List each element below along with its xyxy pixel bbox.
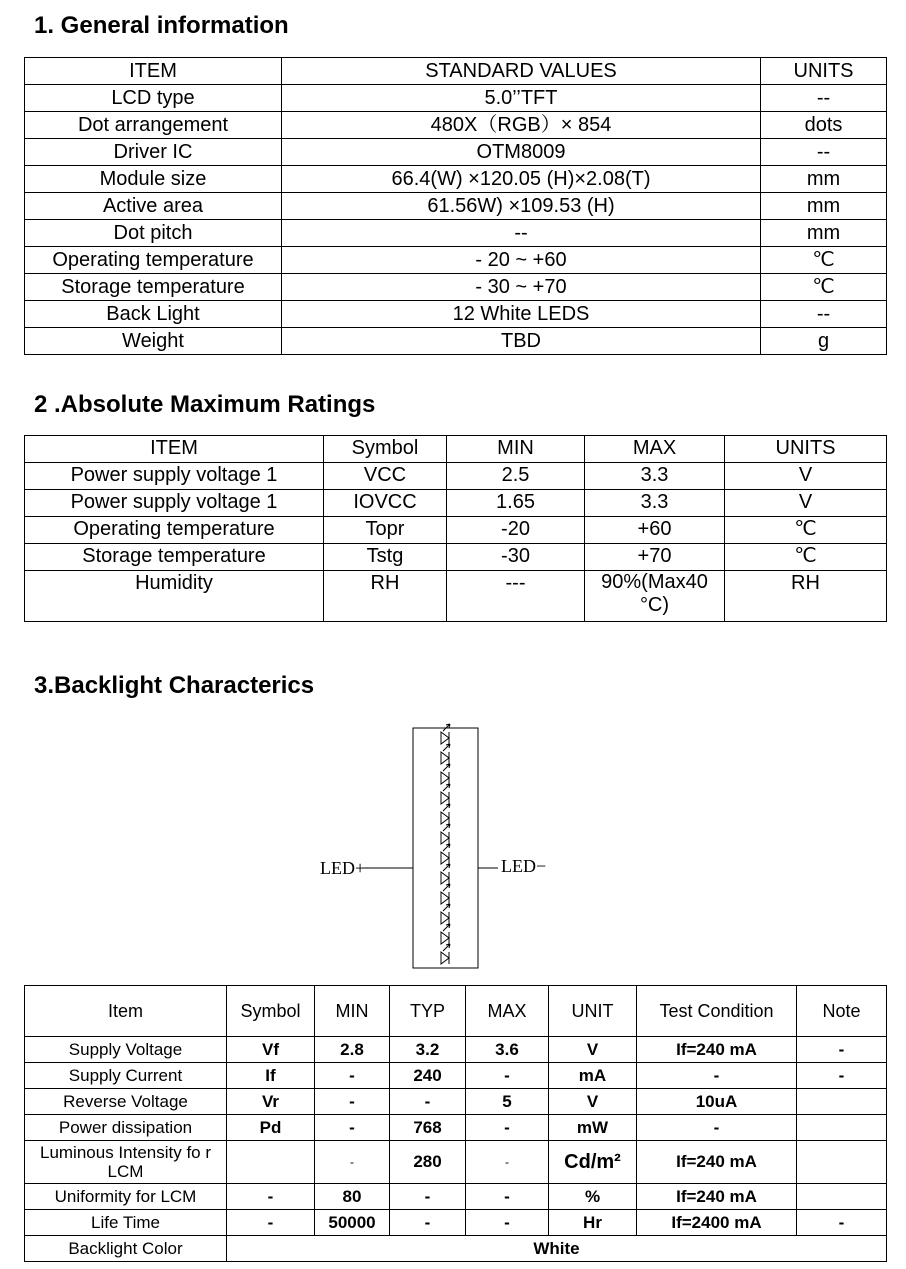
table-cell: RH [324,571,447,622]
table-cell: Operating temperature [25,247,282,274]
table-cell: - [637,1115,797,1141]
table-cell: If=240 mA [637,1184,797,1210]
table-cell: mm [761,220,887,247]
table-cell: Tstg [324,544,447,571]
table-cell: If=240 mA [637,1141,797,1184]
section-3-heading: 3.Backlight Characterics [34,672,315,699]
table-cell: % [549,1184,637,1210]
table-cell: Dot pitch [25,220,282,247]
table-cell: Power dissipation [25,1115,227,1141]
table-cell: 3.6 [466,1037,549,1063]
led-minus-label: LED− [501,856,547,876]
table-cell: 1.65 [447,490,585,517]
table-cell [797,1089,887,1115]
table-cell: TBD [282,328,761,355]
led-symbol [441,764,450,784]
led-symbol [441,884,450,904]
table-cell: -- [761,301,887,328]
table-row [25,85,887,112]
table-cell: VCC [324,463,447,490]
table-cell: Backlight Color [25,1236,227,1262]
table-row [25,301,887,328]
table-cell: 3.3 [585,490,725,517]
led-symbol [441,904,450,924]
table-cell: - [390,1089,466,1115]
table-cell: +60 [585,517,725,544]
table-cell: -30 [447,544,585,571]
table-cell: 61.56W) ×109.53 (H) [282,193,761,220]
table-cell: - [315,1089,390,1115]
table-cell: 2.8 [315,1037,390,1063]
table-header-row [25,986,887,1037]
table-row [25,1141,887,1184]
led-symbol [441,844,450,864]
table-cell: OTM8009 [282,139,761,166]
table-row [25,1037,887,1063]
table-cell: g [761,328,887,355]
column-header: Symbol [227,986,315,1037]
led-symbol [441,864,450,884]
table-cell: 480X（RGB）× 854 [282,112,761,139]
table-cell: mm [761,166,887,193]
table-row [25,1089,887,1115]
table-cell: If=240 mA [637,1037,797,1063]
table-cell: If=2400 mA [637,1210,797,1236]
table-cell: -- [282,220,761,247]
table-row [25,1063,887,1089]
led-symbol [441,724,450,744]
column-header: Test Condition [637,986,797,1037]
led-circuit-diagram [300,712,570,974]
table-cell: - [390,1210,466,1236]
led-symbol [441,824,450,844]
table-cell: - [315,1141,390,1184]
table-cell: If [227,1063,315,1089]
table-cell: - [466,1210,549,1236]
general-information-table [24,57,887,355]
column-header: ITEM [25,58,282,85]
column-header: UNITS [725,436,887,463]
table-cell: Life Time [25,1210,227,1236]
table-row [25,544,887,571]
table-cell: - [797,1037,887,1063]
table-cell: - [466,1141,549,1184]
table-cell: 768 [390,1115,466,1141]
column-header: Note [797,986,887,1037]
table-cell: ℃ [725,544,887,571]
table-cell: ℃ [761,274,887,301]
table-cell: 3.3 [585,463,725,490]
column-header: Symbol [324,436,447,463]
table-cell: - [637,1063,797,1089]
led-symbol [441,804,450,824]
table-row [25,274,887,301]
table-cell: - [466,1063,549,1089]
table-cell: Driver IC [25,139,282,166]
table-cell: Topr [324,517,447,544]
table-cell: 5.0’’TFT [282,85,761,112]
table-cell: -- [761,139,887,166]
column-header: MIN [447,436,585,463]
table-cell: 90%(Max40 °C) [585,571,725,622]
table-cell: Pd [227,1115,315,1141]
table-cell: +70 [585,544,725,571]
table-cell: Weight [25,328,282,355]
table-row [25,220,887,247]
table-cell: - [797,1210,887,1236]
table-cell: Reverse Voltage [25,1089,227,1115]
table-cell: ℃ [725,517,887,544]
table-cell: Power supply voltage 1 [25,490,324,517]
table-cell: 240 [390,1063,466,1089]
table-cell [227,1141,315,1184]
column-header: STANDARD VALUES [282,58,761,85]
table-cell: Back Light [25,301,282,328]
table-cell: Active area [25,193,282,220]
table-cell: - [315,1115,390,1141]
table-cell: - [227,1184,315,1210]
table-cell: Vr [227,1089,315,1115]
table-cell: - [466,1184,549,1210]
led-symbol [441,744,450,764]
table-row [25,166,887,193]
table-cell: V [725,463,887,490]
table-cell: 5 [466,1089,549,1115]
table-cell: Power supply voltage 1 [25,463,324,490]
absolute-maximum-ratings-table [24,435,887,622]
table-cell: 12 White LEDS [282,301,761,328]
table-cell: Supply Voltage [25,1037,227,1063]
section-1-heading: 1. General information [34,12,289,39]
table-row [25,112,887,139]
table-cell: Supply Current [25,1063,227,1089]
table-cell: Storage temperature [25,544,324,571]
table-cell: 3.2 [390,1037,466,1063]
table-cell: -20 [447,517,585,544]
table-row [25,139,887,166]
table-cell [797,1184,887,1210]
column-header: MIN [315,986,390,1037]
table-header-row [25,436,887,463]
table-cell: LCD type [25,85,282,112]
table-row [25,1184,887,1210]
table-cell: V [549,1089,637,1115]
led-plus-label: LED+ [320,858,366,878]
table-cell: dots [761,112,887,139]
table-cell: - [466,1115,549,1141]
column-header: UNITS [761,58,887,85]
table-cell: - 30 ~ +70 [282,274,761,301]
table-cell: Operating temperature [25,517,324,544]
table-cell: Module size [25,166,282,193]
table-cell: White [227,1236,887,1262]
table-cell: Humidity [25,571,324,622]
column-header: TYP [390,986,466,1037]
led-symbol [441,924,450,944]
table-row [25,1210,887,1236]
led-symbol [441,944,450,964]
table-cell: Dot arrangement [25,112,282,139]
table-cell: Vf [227,1037,315,1063]
column-header: MAX [585,436,725,463]
table-cell: mW [549,1115,637,1141]
table-cell: Hr [549,1210,637,1236]
table-cell [797,1141,887,1184]
table-row [25,490,887,517]
table-cell: mm [761,193,887,220]
table-header-row [25,58,887,85]
backlight-characteristics-table [24,985,887,1262]
table-cell: Uniformity for LCM [25,1184,227,1210]
table-row [25,1115,887,1141]
table-cell: 66.4(W) ×120.05 (H)×2.08(T) [282,166,761,193]
table-cell: V [549,1037,637,1063]
table-cell: - [797,1063,887,1089]
table-cell: --- [447,571,585,622]
table-row [25,328,887,355]
table-row [25,463,887,490]
table-cell: Cd/m² [549,1141,637,1184]
table-cell: 280 [390,1141,466,1184]
led-symbol [441,784,450,804]
column-header: ITEM [25,436,324,463]
table-cell: 2.5 [447,463,585,490]
table-cell: V [725,490,887,517]
table-row [25,517,887,544]
backlight-color-row [25,1236,887,1262]
table-cell: -- [761,85,887,112]
column-header: UNIT [549,986,637,1037]
table-cell: ℃ [761,247,887,274]
table-cell: - [227,1210,315,1236]
table-cell: 50000 [315,1210,390,1236]
table-row [25,193,887,220]
column-header: Item [25,986,227,1037]
table-cell: 80 [315,1184,390,1210]
table-cell: - [315,1063,390,1089]
table-cell: 10uA [637,1089,797,1115]
table-cell: Storage temperature [25,274,282,301]
table-cell: Luminous Intensity fo r LCM [25,1141,227,1184]
table-cell [797,1115,887,1141]
table-row [25,247,887,274]
table-cell: - [390,1184,466,1210]
table-cell: IOVCC [324,490,447,517]
table-row [25,571,887,622]
table-cell: - 20 ~ +60 [282,247,761,274]
column-header: MAX [466,986,549,1037]
section-2-heading: 2 .Absolute Maximum Ratings [34,391,376,418]
table-cell: mA [549,1063,637,1089]
table-cell: RH [725,571,887,622]
